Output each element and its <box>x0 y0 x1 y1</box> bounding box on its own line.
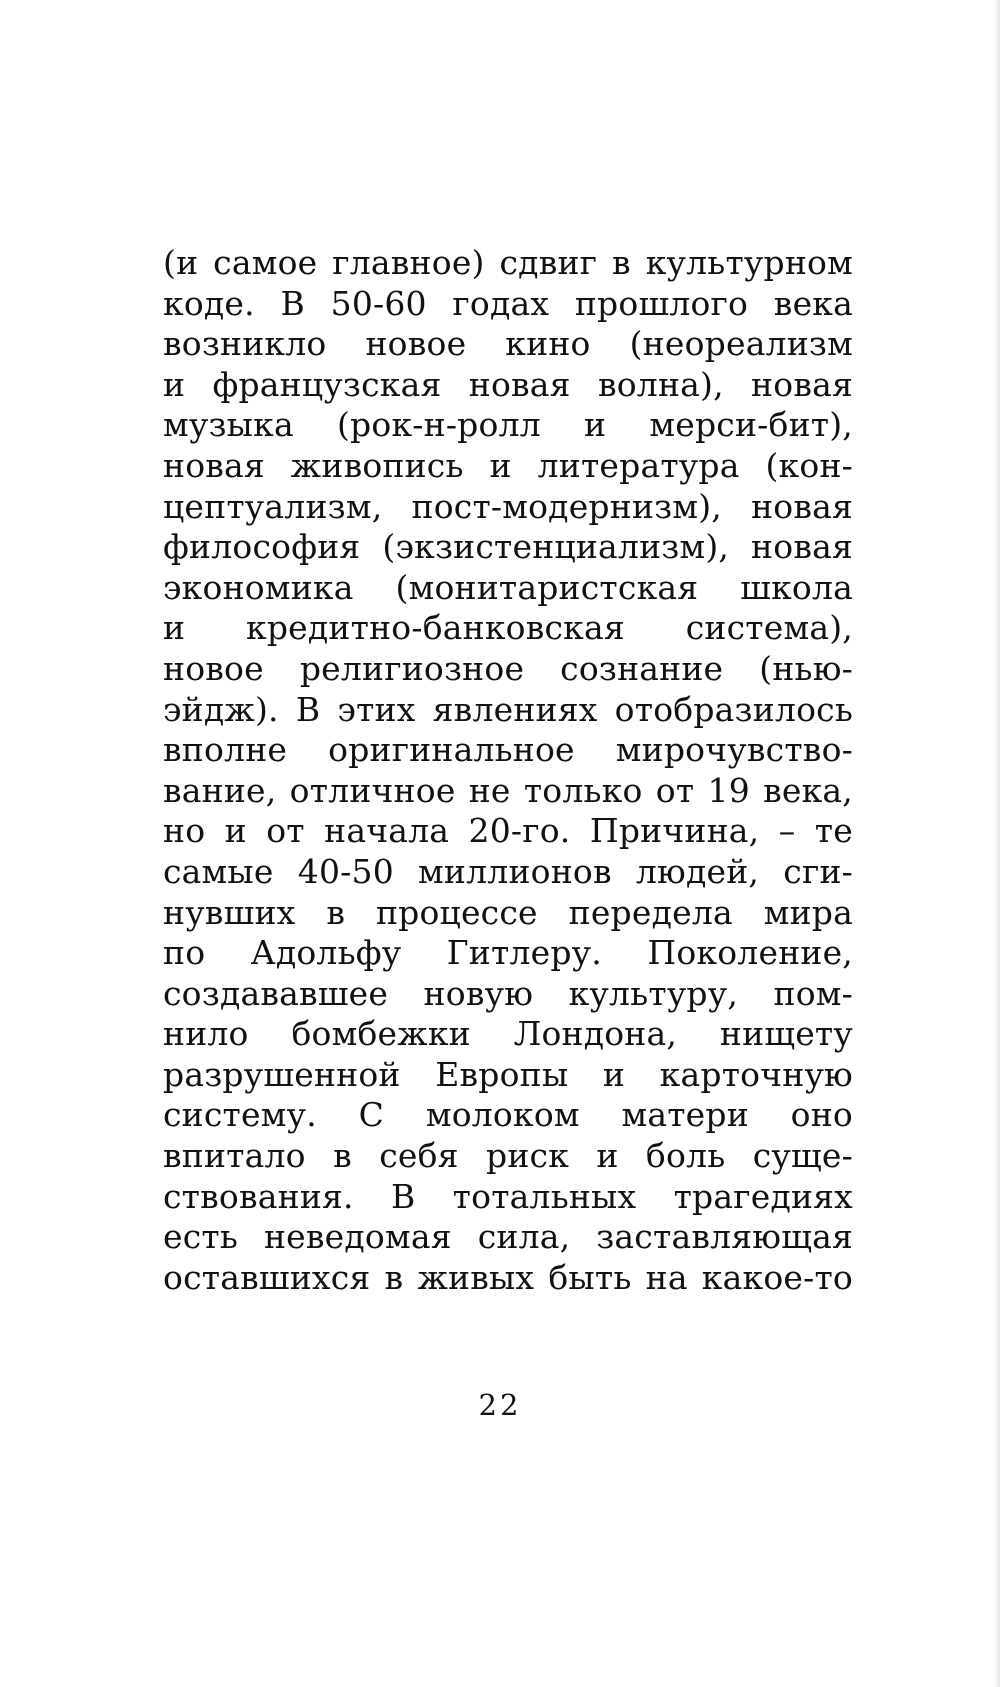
text-line: вание, отличное не только от 19 века, <box>163 770 853 810</box>
text-line: систему. С молоком матери оно <box>163 1095 853 1135</box>
text-line: создававшее новую культуру, пом- <box>163 973 853 1013</box>
text-line: и французская новая волна), новая <box>163 364 853 404</box>
text-line: ствования. В тотальных трагедиях <box>163 1176 853 1216</box>
text-line: возникло новое кино (неореализм <box>163 324 853 364</box>
text-line: есть неведомая сила, заставляющая <box>163 1217 853 1257</box>
text-line: разрушенной Европы и карточную <box>163 1054 853 1094</box>
page-edge-shadow <box>994 0 1000 1687</box>
text-line: цептуализм, пост-модернизм), новая <box>163 486 853 526</box>
text-line: оставшихся в живых быть на какое-то <box>163 1257 853 1297</box>
text-line: новая живопись и литература (кон- <box>163 445 853 485</box>
text-line: эйдж). В этих явлениях отобразилось <box>163 689 853 729</box>
text-line: впитало в себя риск и боль суще- <box>163 1136 853 1176</box>
text-line: новое религиозное сознание (нью- <box>163 648 853 688</box>
text-line: вполне оригинальное мирочувство- <box>163 730 853 770</box>
text-line: коде. В 50-60 годах прошлого века <box>163 283 853 323</box>
text-line: экономика (монитаристская школа <box>163 567 853 607</box>
text-line: по Адольфу Гитлеру. Поколение, <box>163 933 853 973</box>
text-line: и кредитно-банковская система), <box>163 608 853 648</box>
text-line: философия (экзистенциализм), новая <box>163 527 853 567</box>
page-number: 22 <box>478 1388 522 1422</box>
text-line: нувших в процессе передела мира <box>163 892 853 932</box>
text-line: (и самое главное) сдвиг в культурном <box>163 243 853 282</box>
text-line: самые 40-50 миллионов людей, сги- <box>163 851 853 891</box>
text-line: музыка (рок-н-ролл и мерси-бит), <box>163 405 853 445</box>
text-line: но и от начала 20-го. Причина, – те <box>163 811 853 851</box>
body-text <box>163 243 853 1298</box>
text-line: нило бомбежки Лондона, нищету <box>163 1014 853 1054</box>
